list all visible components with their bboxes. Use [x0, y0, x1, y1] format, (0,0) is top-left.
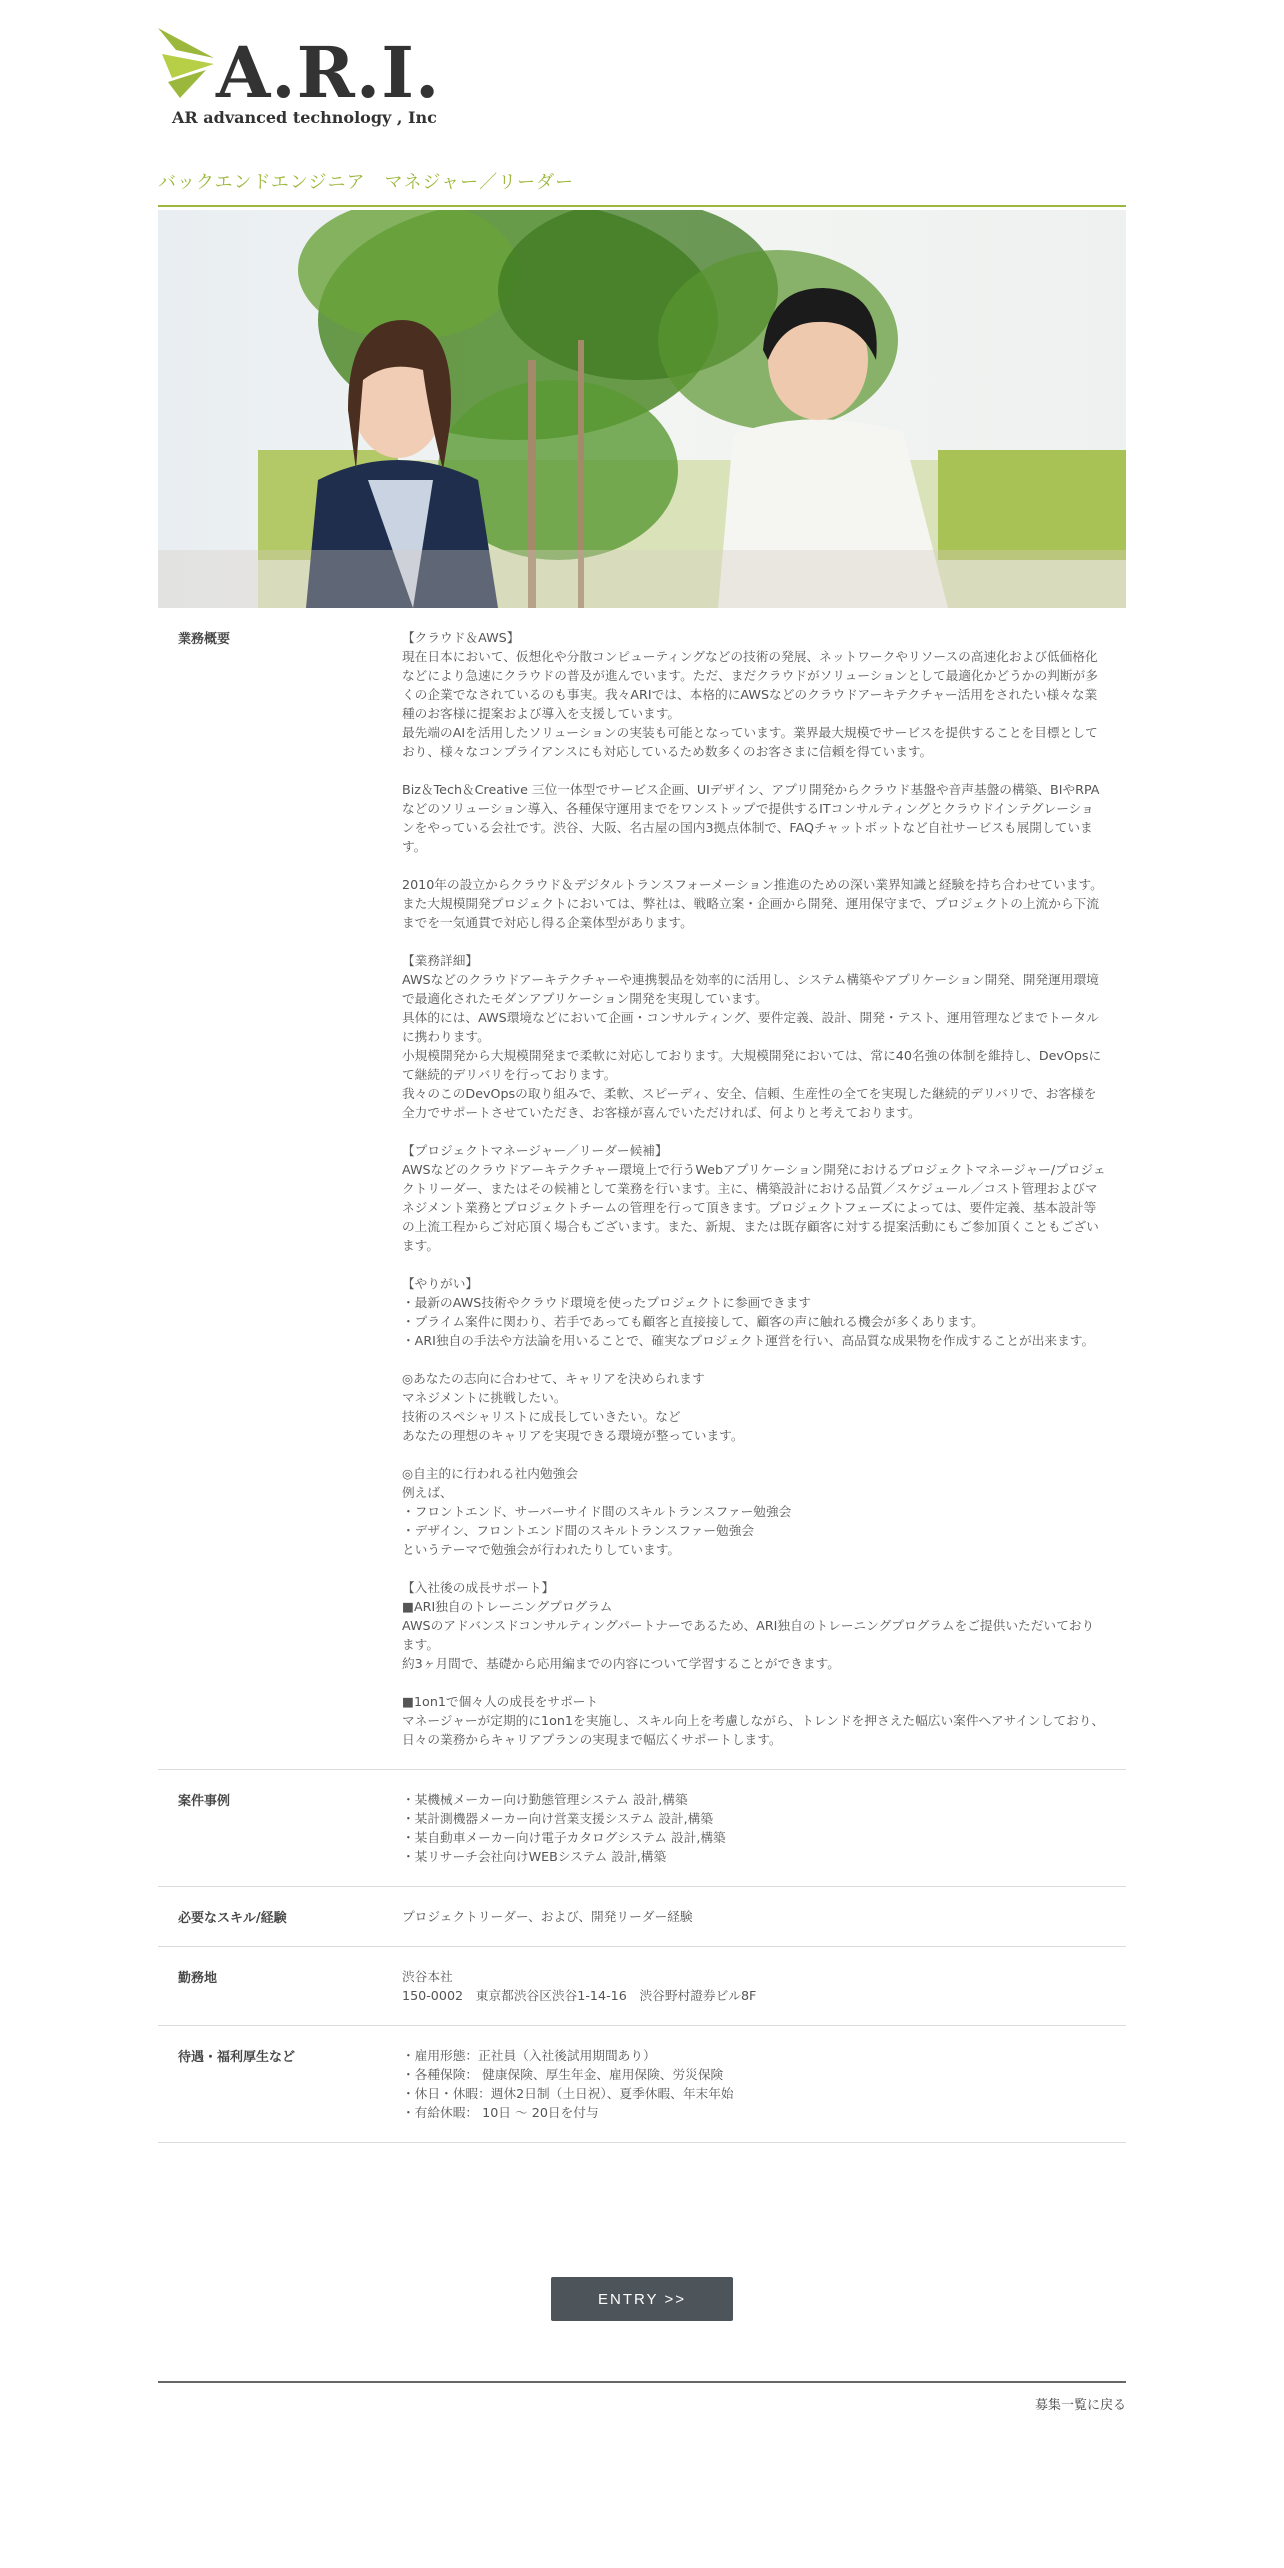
job-details: [158, 608, 1126, 2143]
section-label: 案件事例: [178, 1794, 231, 1809]
overview-paragraph: ■1on1で個々人の成長をサポート マネージャーが定期的に1on1を実施し、スキル向上を考慮しながら、トレンドを押さえた幅広い案件へアサインしており、日々の業務からキャリアプランの実現まで幅広くサポートします。: [402, 1694, 1105, 1747]
hero-photo: [158, 210, 1126, 608]
location-text: 渋谷本社 150-0002 東京都渋谷区渋谷1-14-16 渋谷野村證券ビル8F: [402, 1969, 757, 2003]
overview-paragraph: 【入社後の成長サポート】 ■ARI独自のトレーニングプログラム AWSのアドバンスドコンサルティングパートナーであるため、ARI独自のトレーニングプログラムをご提供いただいております。 約3ヶ月間で、基礎から応用編までの内容について学習することができます。: [402, 1580, 1095, 1671]
footer-divider: [158, 2381, 1126, 2383]
section-label: 業務概要: [178, 632, 231, 647]
section-skills: [158, 1887, 1126, 1947]
overview-paragraph: 【やりがい】 ・最新のAWS技術やクラウド環境を使ったプロジェクトに参画できます ・プライム案件に関わり、若手であっても顧客と直接接して、顧客の声に触れる機会が多くあります。 ・ARI独自の手法や方法論を用いることで、確実なプロジェクト運営を行い、高品質な成果物を作成することが出来ます。: [402, 1276, 1095, 1348]
logo-mark-icon: [158, 28, 218, 100]
overview-paragraph: 【業務詳細】 AWSなどのクラウドアーキテクチャーや連携製品を効率的に活用し、システム構築やアプリケーション開発、開発運用環境で最適化されたモダンアプリケーション開発を実現しています。 具体的には、AWS環境などにおいて企画・コンサルティング、要件定義、設計、開発・テスト、運用管理などまでトータルに携わります。 小規模開発から大規模開発まで柔軟に対応しております。大規模開発においては、常に40名強の体制を維持し、DevOpsにて継続的デリバリを行っております。 我々のこのDevOpsの取り組みで、柔軟、スピーディ、安全、信頼、生産性の全てを実現した継続的デリバリで、お客様を全力でサポートさせていただき、お客様が喜んでいただければ、何よりと考えております。: [402, 953, 1102, 1120]
section-label: 必要なスキル/経験: [178, 1911, 287, 1926]
overview-paragraph: 【プロジェクトマネージャー／リーダー候補】 AWSなどのクラウドアーキテクチャー環境上で行うWebアプリケーション開発におけるプロジェクトマネージャー/プロジェクトリーダー、またはその候補として業務を行います。主に、構築設計における品質／スケジュール／コスト管理およびマネジメント業務とプロジェクトチームの管理を行って頂きます。プロジェクトフェーズによっては、要件定義、基本設計等の上流工程からご対応頂く場合もございます。また、新規、または既存顧客に対する提案活動にもご参加頂くこともございます。: [402, 1143, 1106, 1253]
job-title: バックエンドエンジニア マネジャー／リーダー: [158, 172, 575, 193]
overview-paragraph: 2010年の設立からクラウド＆デジタルトランスフォーメーション推進のための深い業界知識と経験を持ち合わせています。また大規模開発プロジェクトにおいては、弊社は、戦略立案・企画から開発、運用保守まで、プロジェクトの上流から下流までを一気通貫で対応し得る企業体型があります。: [402, 877, 1103, 930]
section-cases: [158, 1770, 1126, 1887]
title-divider: [158, 205, 1126, 207]
overview-paragraph: ◎あなたの志向に合わせて、キャリアを決められます マネジメントに挑戦したい。 技術のスペシャリストに成長していきたい。など あなたの理想のキャリアを実現できる環境が整っています。: [402, 1371, 744, 1443]
company-logo[interactable]: [158, 28, 441, 132]
section-benefits: [158, 2026, 1126, 2143]
section-location: [158, 1947, 1126, 2026]
overview-paragraph: Biz＆Tech＆Creative 三位一体型でサービス企画、UIデザイン、アプリ開発からクラウド基盤や音声基盤の構築、BIやRPAなどのソリューション導入、各種保守運用までをワンストップで提供するITコンサルティングとクラウドインテグレーションをやっている会社です。渋谷、大阪、名古屋の国内3拠点体制で、FAQチャットボットなど自社サービスも展開しています。: [402, 782, 1100, 854]
benefits-text: ・雇用形態：正社員（入社後試用期間あり） ・各種保険： 健康保険、厚生年金、雇用保険、労災保険 ・休日・休暇：週休2日制（土日祝）、夏季休暇、年末年始 ・有給休暇： 10日 ～ 20日を付与: [402, 2048, 734, 2120]
section-body: [402, 628, 1126, 1749]
section-label: 待遇・福利厚生など: [178, 2050, 296, 2065]
entry-button[interactable]: ENTRY >>: [551, 2277, 733, 2321]
back-to-list-link[interactable]: 募集一覧に戻る: [1034, 2398, 1126, 2413]
cases-text: ・某機械メーカー向け勤態管理システム 設計,構築 ・某計測機器メーカー向け営業支援システム 設計,構築 ・某自動車メーカー向け電子カタログシステム 設計,構築 ・某リサーチ会社向けWEBシステム 設計,構築: [402, 1792, 726, 1864]
logo-tagline: AR advanced technology , Inc: [172, 108, 437, 127]
logo-name: A.R.I.: [216, 31, 441, 114]
overview-paragraph: ◎自主的に行われる社内勉強会 例えば、 ・フロントエンド、サーバーサイド間のスキルトランスファー勉強会 ・デザイン、フロントエンド間のスキルトランスファー勉強会 というテーマで勉強会が行われたりしています。: [402, 1466, 792, 1557]
overview-paragraph: 【クラウド＆AWS】 現在日本において、仮想化や分散コンピューティングなどの技術の発展、ネットワークやリソースの高速化および低価格化などにより急速にクラウドの普及が進んでいます。ただ、まだクラウドがソリューションとして最適化かどうかの判断が多くの企業でなされているのも事実。我々ARIでは、本格的にAWSなどのクラウドアーキテクチャー活用をされたい様々な業種のお客様に提案および導入を支援しています。 最先端のAIを活用したソリューションの実装も可能となっています。業界最大規模でサービスを提供することを目標としており、様々なコンプライアンスにも対応しているため数多くのお客さまに信頼を得ています。: [402, 630, 1098, 759]
section-label: 勤務地: [178, 1971, 218, 1986]
section-overview: [158, 608, 1126, 1770]
skills-text: プロジェクトリーダー、および、開発リーダー経験: [402, 1909, 693, 1924]
